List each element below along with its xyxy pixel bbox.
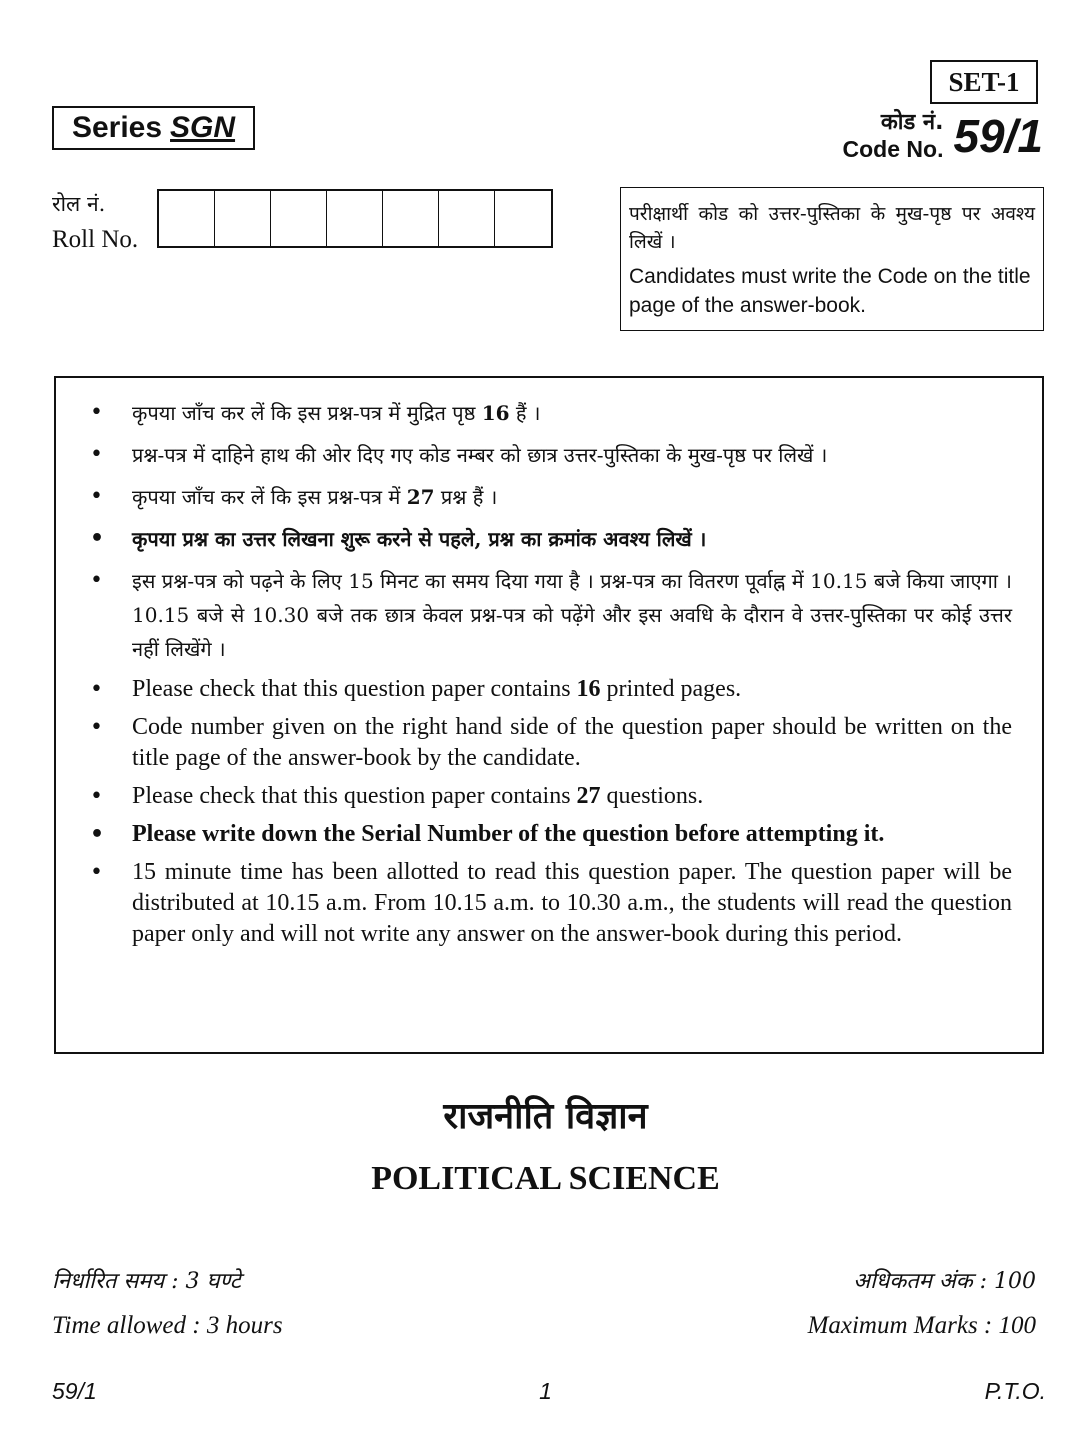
series-code: SGN (170, 111, 236, 144)
code-label-hindi: कोड नं. (880, 110, 944, 135)
instructions-list (90, 396, 1012, 950)
instruction-number: 27 (576, 783, 601, 809)
subject-title-hindi: राजनीति विज्ञान (443, 1096, 648, 1137)
instruction-text: प्रश्न-पत्र में दाहिने हाथ की ओर दिए गए कोड नम्बर को छात्र उत्तर-पुस्तिका के मुख-पृष्ठ पर लिखें । (132, 443, 828, 467)
roll-digit-box[interactable] (383, 191, 439, 246)
footer-code: 59/1 (52, 1378, 97, 1404)
instruction-number: 27 (406, 485, 435, 509)
roll-number-label (52, 186, 138, 258)
series-badge (52, 106, 255, 150)
instruction-item (90, 438, 1012, 472)
code-label-english: Code No. (842, 136, 944, 162)
instruction-number: 16 (576, 676, 601, 702)
roll-label-hindi: रोल नं. (52, 192, 106, 216)
instruction-text: प्रश्न हैं । (434, 485, 498, 509)
instruction-text: इस प्रश्न-पत्र को पढ़ने के लिए 15 मिनट का समय दिया गया है । प्रश्न-पत्र का वितरण पूर्वाह्न में 10.15 बजे किया जाएगा । 10.15 बजे से 10.30 बजे तक छात्र केवल प्रश्न-पत्र को पढ़ेंगे और इस अवधि के दौरान वे उत्तर-पुस्तिका पर कोई उत्तर नहीं लिखेंगे । (132, 569, 1012, 661)
candidate-code-note (620, 187, 1044, 331)
instruction-item (90, 674, 1012, 705)
please-turn-over: P.T.O. (984, 1378, 1046, 1404)
instruction-text: questions. (600, 783, 704, 809)
max-marks-english: Maximum Marks : 100 (807, 1312, 1036, 1339)
roll-digit-box[interactable] (327, 191, 383, 246)
instruction-text: 15 minute time has been allotted to read this question paper. The question paper will be distributed at 10.15 a.m. From 10.15 a.m. to 10.30 a.m., the students will read the question paper only and will not write any answer on the answer-book during this period. (132, 859, 1012, 947)
instruction-text: कृपया प्रश्न का उत्तर लिखना शुरू करने से पहले, प्रश्न का क्रमांक अवश्य लिखें । (132, 527, 707, 551)
roll-number-boxes[interactable] (157, 189, 553, 248)
instruction-text: printed pages. (600, 676, 742, 702)
instruction-text: Please check that this question paper contains (132, 783, 577, 809)
roll-digit-box[interactable] (495, 191, 551, 246)
set-label: SET-1 (948, 66, 1020, 97)
instruction-text: कृपया जाँच कर लें कि इस प्रश्न-पत्र में (132, 485, 407, 509)
instruction-item (90, 712, 1012, 774)
instruction-number: 16 (481, 401, 510, 425)
roll-digit-box[interactable] (439, 191, 495, 246)
subject-title-english: POLITICAL SCIENCE (371, 1160, 720, 1197)
time-allowed-english: Time allowed : 3 hours (52, 1312, 283, 1339)
roll-digit-box[interactable] (215, 191, 271, 246)
series-label: Series (71, 111, 163, 144)
set-badge (930, 60, 1038, 104)
instruction-text: कृपया जाँच कर लें कि इस प्रश्न-पत्र में मुद्रित पृष्ठ (132, 401, 482, 425)
candidate-note-english: Candidates must write the Code on the title page of the answer-book. (629, 265, 1031, 317)
instruction-item (90, 480, 1012, 514)
instruction-item (90, 857, 1012, 950)
instruction-item (90, 819, 1012, 850)
roll-digit-box[interactable] (159, 191, 215, 246)
roll-digit-box[interactable] (271, 191, 327, 246)
instruction-item (90, 396, 1012, 430)
instruction-text: Code number given on the right hand side of the question paper should be written on the title page of the answer-book by the candidate. (132, 714, 1012, 771)
page-number: 1 (539, 1378, 552, 1404)
instruction-item (90, 522, 1012, 556)
instruction-text: हैं । (509, 401, 541, 425)
instruction-item (90, 564, 1012, 666)
instruction-text: Please check that this question paper contains (132, 676, 577, 702)
instruction-text: Please write down the Serial Number of the question before attempting it. (132, 821, 885, 847)
max-marks-hindi: अधिकतम अंक : 100 (853, 1269, 1036, 1294)
code-number: 59/1 (953, 110, 1043, 162)
roll-label-english: Roll No. (52, 226, 139, 253)
candidate-note-hindi: परीक्षार्थी कोड को उत्तर-पुस्तिका के मुख-पृष्ठ पर अवश्य लिखें । (629, 203, 1035, 253)
instructions-box (54, 376, 1044, 1054)
instruction-item (90, 781, 1012, 812)
time-allowed-hindi: निर्धारित समय : 3 घण्टे (52, 1269, 241, 1294)
code-number-block (843, 110, 1043, 162)
